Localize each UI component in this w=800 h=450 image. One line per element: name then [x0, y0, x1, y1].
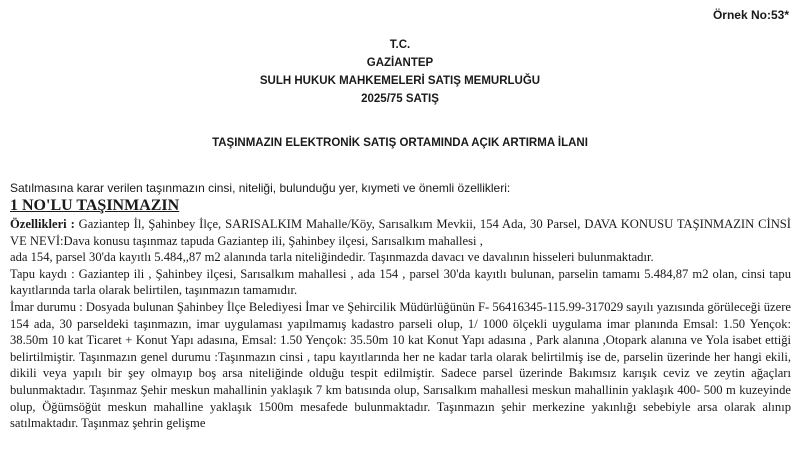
features-text: Gaziantep İl, Şahinbey İlçe, SARISALKIM Mahalle/Köy, Sarısalkım Mevkii, 154 Ada, 30 Parsel, DAVA KONUSU TAŞINMAZIN CİNSİ VE NEVİ:Dava konusu taşınmaz tapuda Gaziantep ili, Şahinbey ilçesi, Sarısalkım mahallesi , [10, 217, 792, 248]
notice-title: TAŞINMAZIN ELEKTRONİK SATIŞ ORTAMINDA AÇIK ARTIRMA İLANI [212, 137, 588, 149]
header-line-file-no: 2025/75 SATIŞ [361, 93, 439, 105]
header-line-office: SULH HUKUK MAHKEMELERİ SATIŞ MEMURLUĞU [259, 75, 541, 87]
property-title: 1 NO'LU TAŞINMAZIN [10, 197, 180, 214]
features-paragraph-line2: ada 154, parsel 30'da kayıtlı 5.484,,87 m2 alanında tarla niteliğindedir. Taşınmazda davacı ve davalının hisseleri bulunmaktadır. [10, 250, 654, 265]
title-deed-paragraph: Tapu kaydı : Gaziantep ili , Şahinbey ilçesi, Sarısalkım mahallesi , ada 154 , parsel 30'da kayıtlı bulunan, parselin tamamı 5.484,87 m2 olan, cinsi tapu kayıtlarında tarla olarak belirtilen, taşınmazın tamamıdır. [10, 266, 791, 298]
header-line-city: GAZİANTEP [366, 57, 434, 69]
intro-text: Satılmasına karar verilen taşınmazın cinsi, niteliği, bulunduğu yer, kıymeti ve önemli özellikleri: [10, 181, 511, 195]
zoning-paragraph: İmar durumu : Dosyada bulunan Şahinbey İlçe Belediyesi İmar ve Şehircilik Müdürlüğünün F- 56416345-115.99-317029 sayılı yazısında görüleceği üzere 154 ada, 30 parseldeki taşınmazın, imar uygulaması yapılmamış kadastro parseli olup, 1/ 1000 ölçekli uygulama imar planında Emsal: 1.50 Yençok: 38.50m 10 kat Ticaret + Konut Yapı adasına, Emsal: 1.50 Yençok: 35.50m 10 kat Konut Yapı adasına , Park alanına ,Otopark alanına ve Yola isabet ettiği belirtilmiştir. Taşınmazın genel durumu :Taşınmazın cinsi , tapu kayıtlarında her ne kadar tarla olarak belirtilmiş ise de, parselin üzerinde her hangi ekili, dikili veya yapılı bir şey olmayıp boş arsa niteliğinde olduğu tespit edilmiştir. Sadece parsel üzerinde Bakımsız karışık ceviz ve zeytin ağaçları bulunmaktadır. Taşınmaz Şehir meskun mahallinin yaklaşık 7 km batısında olup, Sarısalkım mahallesi meskun mahallinin yaklaşık 400- 500 m kuzeyinde olup, Öğümsöğüt meskun mahalline yaklaşık 1500m mesafede bulunmaktadır. Taşınmazın şehir merkezine yakınlığı sebebiyle arsa olarak alınıp satılmaktadır. Taşınmaz şehrin gelişme [10, 299, 791, 431]
document-body [10, 216, 791, 432]
header-line-tc: T.C. [389, 39, 411, 51]
document-header [0, 36, 800, 108]
features-label: Özellikleri : [10, 217, 75, 231]
features-paragraph [10, 216, 791, 249]
sample-number: Örnek No:53* [712, 8, 789, 22]
